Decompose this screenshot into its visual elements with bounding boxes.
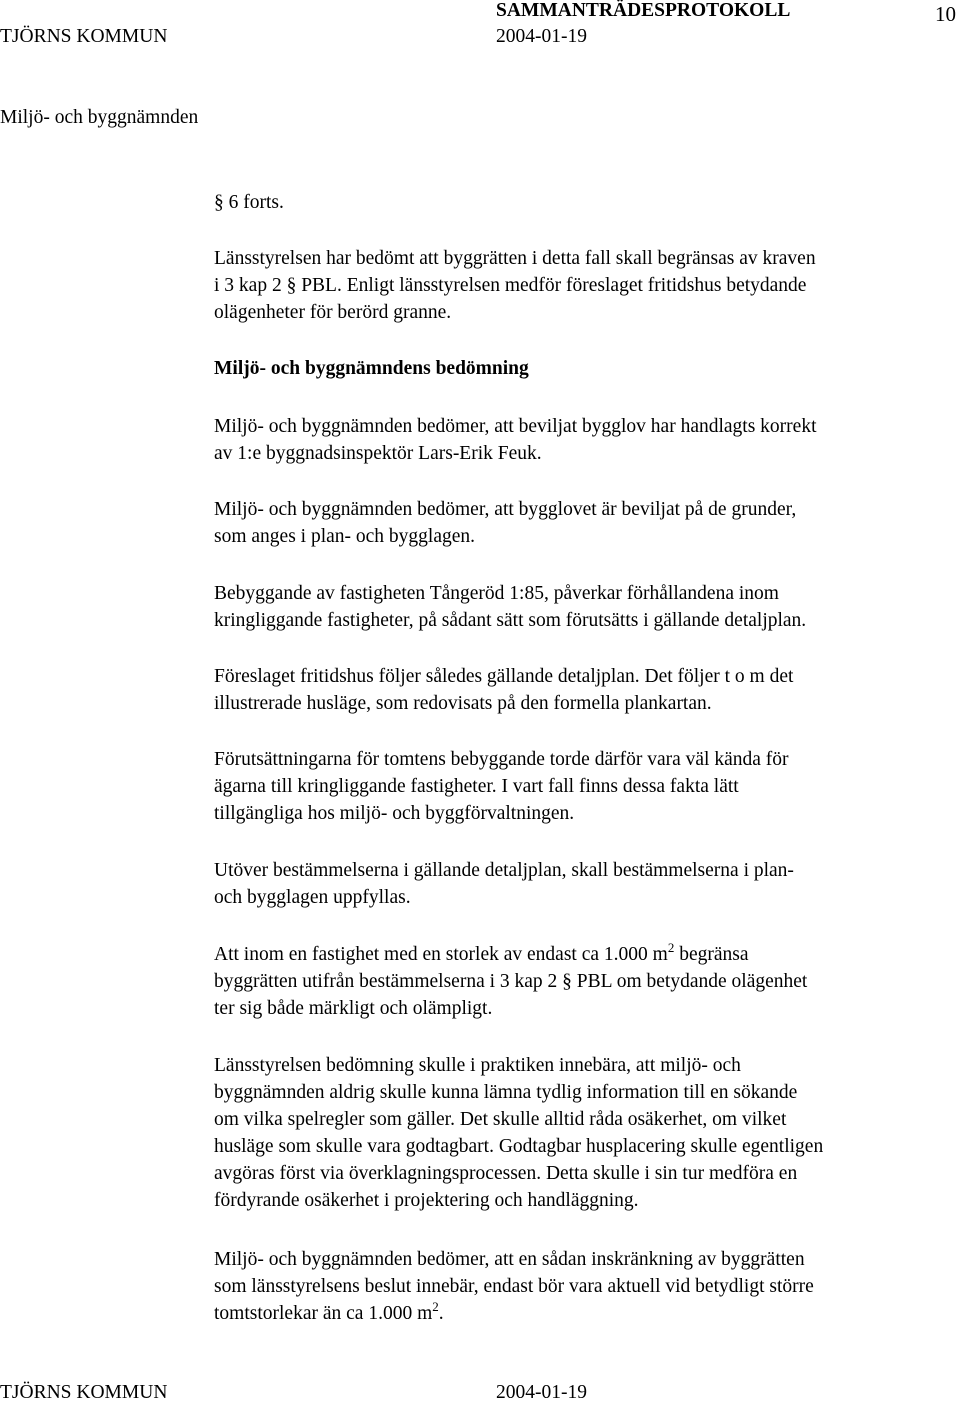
paragraph-line: husläge som skulle vara godtagbart. Godtagbar husplacering skulle egentligen <box>214 1136 824 1157</box>
text-run: . <box>438 1303 444 1324</box>
footer-municipality: TJÖRNS KOMMUN <box>0 1382 168 1403</box>
superscript: 2 <box>432 1299 439 1314</box>
paragraph-line <box>214 941 958 968</box>
paragraph-line: Länsstyrelsen bedömning skulle i praktiken innebära, att miljö- och <box>214 1055 741 1076</box>
paragraph-line: ter sig både märkligt och olämpligt. <box>214 998 493 1019</box>
paragraph-line: tillgängliga hos miljö- och byggförvaltningen. <box>214 803 575 824</box>
section-heading: Miljö- och byggnämndens bedömning <box>214 358 529 379</box>
paragraph-line: som anges i plan- och bygglagen. <box>214 526 476 547</box>
footer-date: 2004-01-19 <box>496 1382 587 1403</box>
paragraph-4 <box>214 580 958 634</box>
paragraph-7 <box>214 857 958 911</box>
paragraph-1 <box>214 245 958 326</box>
paragraph-line: Utöver bestämmelserna i gällande detaljplan, skall bestämmelserna i plan- <box>214 860 794 881</box>
paragraph-line: ägarna till kringliggande fastigheter. I vart fall finns dessa fakta lätt <box>214 776 739 797</box>
committee-name: Miljö- och byggnämnden <box>0 107 199 128</box>
header-municipality: TJÖRNS KOMMUN <box>0 26 168 47</box>
paragraph-9 <box>214 1052 958 1214</box>
paragraph-line: olägenheter för berörd granne. <box>214 302 452 323</box>
paragraph-6 <box>214 746 958 827</box>
paragraph-line: Miljö- och byggnämnden bedömer, att beviljat bygglov har handlagts korrekt <box>214 416 817 437</box>
paragraph-line: i 3 kap 2 § PBL. Enligt länsstyrelsen medför föreslaget fritidshus betydande <box>214 275 807 296</box>
header-date: 2004-01-19 <box>496 26 587 47</box>
paragraph-line: och bygglagen uppfyllas. <box>214 887 411 908</box>
paragraph-line: avgöras först via överklagningsprocessen. Detta skulle i sin tur medföra en <box>214 1163 798 1184</box>
paragraph-line: av 1:e byggnadsinspektör Lars-Erik Feuk. <box>214 443 542 464</box>
paragraph-line: fördyrande osäkerhet i projektering och handläggning. <box>214 1190 639 1211</box>
paragraph-line: byggrätten utifrån bestämmelserna i 3 kap 2 § PBL om betydande olägenhet <box>214 971 808 992</box>
text-run: tomtstorlekar än ca 1.000 m <box>214 1303 433 1324</box>
protocol-title: SAMMANTRÄDESPROTOKOLL <box>496 0 791 21</box>
paragraph-3 <box>214 496 958 550</box>
page-number: 10 <box>935 2 956 26</box>
paragraph-line: Miljö- och byggnämnden bedömer, att bygglovet är beviljat på de grunder, <box>214 499 797 520</box>
paragraph-line: som länsstyrelsens beslut innebär, endast bör vara aktuell vid betydligt större <box>214 1276 814 1297</box>
paragraph-line: Bebyggande av fastigheten Tångeröd 1:85, påverkar förhållandena inom <box>214 583 779 604</box>
superscript: 2 <box>667 940 675 955</box>
paragraph-line: Föreslaget fritidshus följer således gällande detaljplan. Det följer t o m det <box>214 666 794 687</box>
text-run: begränsa <box>674 944 749 965</box>
paragraph-line: Länsstyrelsen har bedömt att byggrätten i detta fall skall begränsas av kraven <box>214 248 816 269</box>
paragraph-2 <box>214 413 958 467</box>
text-run: Att inom en fastighet med en storlek av endast ca 1.000 m <box>214 944 668 965</box>
paragraph-line: byggnämnden aldrig skulle kunna lämna tydlig information till en sökande <box>214 1082 798 1103</box>
paragraph-line: om vilka spelregler som gäller. Det skulle alltid råda osäkerhet, om vilket <box>214 1109 787 1130</box>
paragraph-5 <box>214 663 958 717</box>
paragraph-line: kringliggande fastigheter, på sådant sätt som förutsätts i gällande detaljplan. <box>214 610 807 631</box>
paragraph-8 <box>214 941 958 1022</box>
paragraph-10 <box>214 1246 958 1327</box>
paragraph-line: Förutsättningarna för tomtens bebyggande torde därför vara väl kända för <box>214 749 789 770</box>
paragraph-line: illustrerade husläge, som redovisats på den formella plankartan. <box>214 693 712 714</box>
section-continuation: § 6 forts. <box>214 192 284 213</box>
paragraph-line: Miljö- och byggnämnden bedömer, att en sådan inskränkning av byggrätten <box>214 1249 805 1270</box>
paragraph-line <box>214 1300 958 1327</box>
